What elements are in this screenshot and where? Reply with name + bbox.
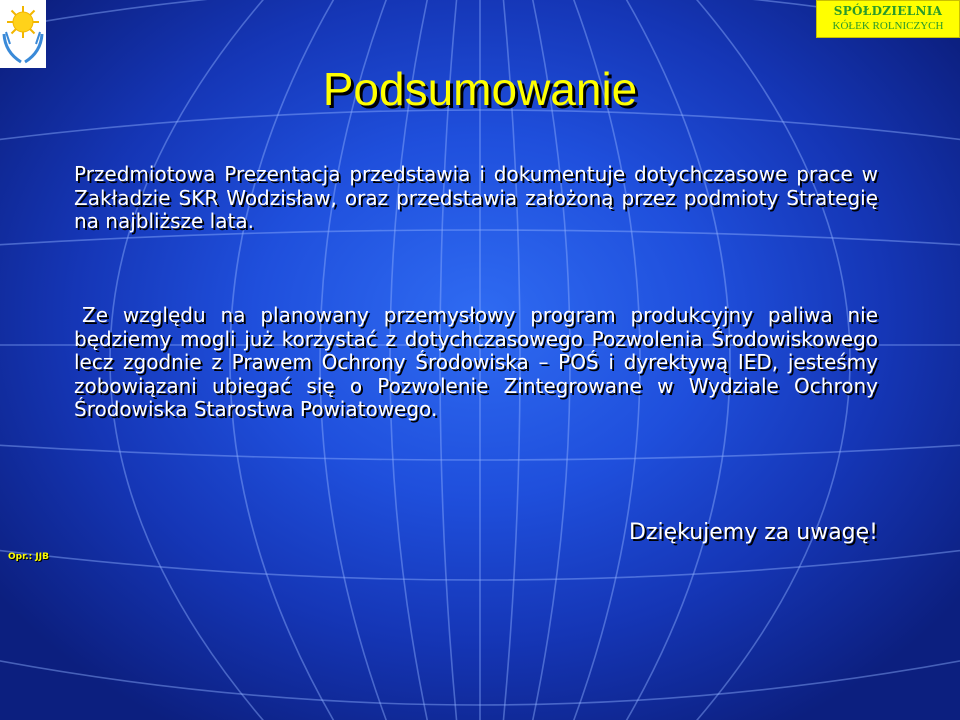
- logo-line-1: SPÓŁDZIELNIA: [833, 4, 943, 18]
- author-credit: Opr.: JJB: [8, 552, 49, 562]
- paragraph-permit: Ze względu na planowany przemysłowy program produkcyjny paliwa nie będziemy mogli już korzystać z dotychczasowego Pozwolenia Środowiskowego lecz zgodnie z Prawem Ochrony Środowiska – POŚ i dyrektywą IED, jesteśmy zobowiązani ubiegać się o Pozwolenie Zintegrowane w Wydziale Ochrony Środowiska Starostwa Powiatowego.: [74, 303, 878, 421]
- logo-line-2: KÓŁEK ROLNICZYCH: [832, 20, 944, 32]
- slide-title: Podsumowanie: [322, 63, 638, 115]
- closing-thanks: Dziękujemy za uwagę!: [629, 520, 878, 545]
- logo-left: [0, 0, 46, 68]
- cooperative-logo: [816, 0, 960, 38]
- paragraph-summary: Przedmiotowa Prezentacja przedstawia i dokumentuje dotychczasowe prace w Zakładzie SKR Wodzisław, oraz przedstawia założoną przez podmioty Strategię na najbliższe lata.: [74, 162, 878, 233]
- sun-hands-icon: [0, 0, 46, 68]
